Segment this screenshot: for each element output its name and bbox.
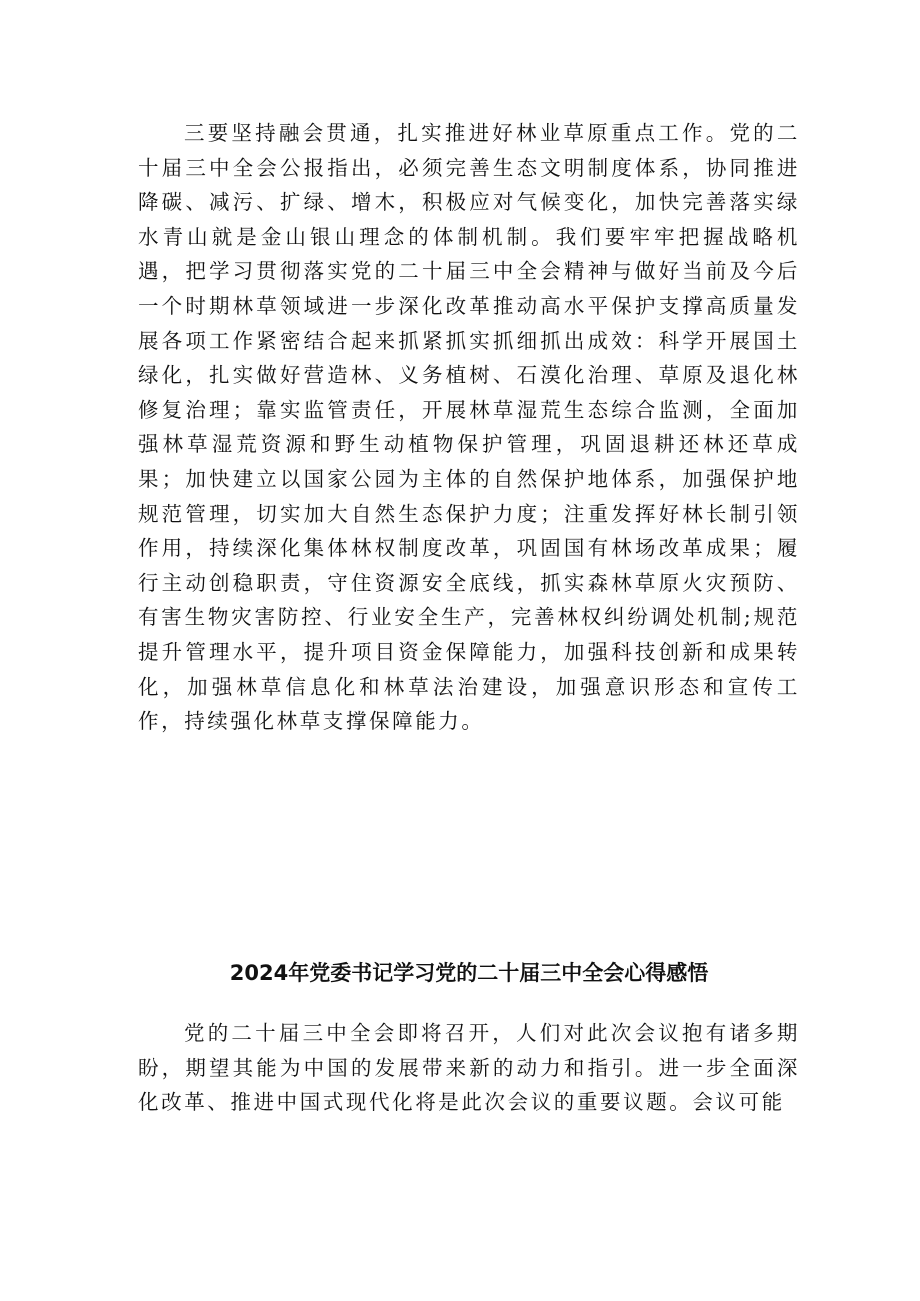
body-paragraph-2: 党的二十届三中全会即将召开，人们对此次会议抱有诸多期盼，期望其能为中国的发展带来新的动力和指引。进一步全面深化改革、推进中国式现代化将是此次会议的重要议题。会议可能 [138, 1021, 800, 1115]
section-heading: 2024年党委书记学习党的二十届三中全会心得感悟 [229, 961, 709, 985]
body-paragraph-1: 三要坚持融会贯通，扎实推进好林业草原重点工作。党的二十届三中全会公报指出，必须完善生态文明制度体系，协同推进降碳、减污、扩绿、增木，积极应对气候变化，加快完善落实绿水青山就是金山银山理念的体制机制。我们要牢牢把握战略机遇，把学习贯彻落实党的二十届三中全会精神与做好当前及今后一个时期林草领域进一步深化改革推动高水平保护支撑高质量发展各项工作紧密结合起来抓紧抓实抓细抓出成效：科学开展国土绿化，扎实做好营造林、义务植树、石漠化治理、草原及退化林修复治理；靠实监管责任，开展林草湿荒生态综合监测，全面加强林草湿荒资源和野生动植物保护管理，巩固退耕还林还草成果；加快建立以国家公园为主体的自然保护地体系，加强保护地规范管理，切实加大自然生态保护力度；注重发挥好林长制引领作用，持续深化集体林权制度改革，巩固国有林场改革成果；履行主动创稳职责，守住资源安全底线，抓实森林草原火灾预防、有害生物灾害防控、行业安全生产，完善林权纠纷调处机制;规范提升管理水平，提升项目资金保障能力，加强科技创新和成果转化，加强林草信息化和林草法治建设，加强意识形态和宣传工作，持续强化林草支撑保障能力。 [138, 121, 800, 734]
